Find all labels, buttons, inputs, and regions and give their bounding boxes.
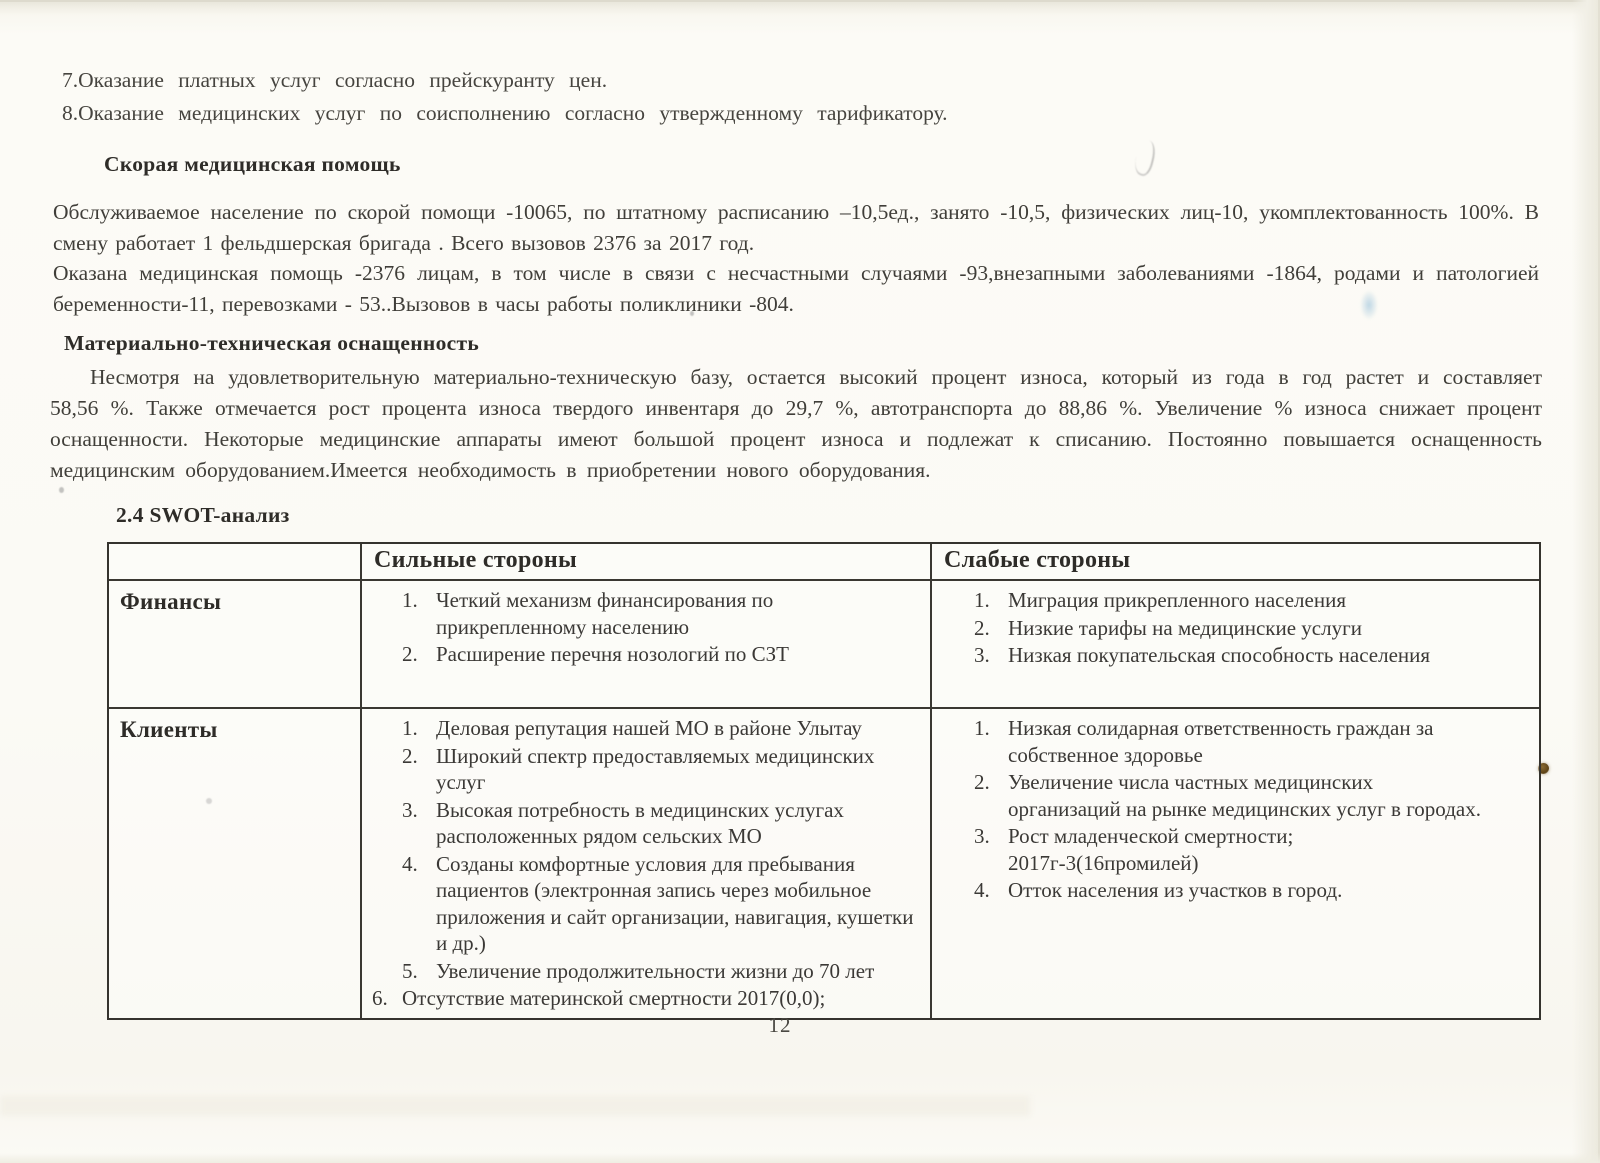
scan-edge-top [0, 0, 1600, 15]
list-item: Низкая солидарная ответственность граждан за собственное здоровье [1008, 716, 1434, 767]
pen-mark-artifact [1132, 138, 1158, 177]
swot-table [107, 542, 1541, 1020]
list-item: Созданы комфортные условия для пребывания пациентов (электронная запись через мобильное приложения и сайт организации, навигация, кушетки и др.) [436, 851, 914, 955]
swot-finance-weaknesses-cell [932, 581, 1539, 709]
column-header-label: Слабые стороны [944, 547, 1131, 573]
paragraph-emergency-care [53, 197, 1539, 319]
swot-header-weaknesses [932, 544, 1539, 581]
list-item: Отток населения из участков в город. [1008, 878, 1343, 902]
list-item: 8.Оказание медицинских услуг по соисполнению согласно утвержденному тарификатору. [62, 101, 948, 125]
paragraph-material-equipment [50, 362, 1542, 486]
section-heading-emergency-care: Скорая медицинская помощь [104, 152, 401, 176]
list-item: Увеличение продолжительности жизни до 70 лет [436, 958, 875, 983]
section-heading-swot: 2.4 SWOT-анализ [116, 503, 290, 527]
list-item: Рост младенческой смертности; 2017г-3(16промилей) [1008, 824, 1294, 875]
paragraph-text: Оказана медицинская помощь -2376 лицам, в том числе в связи с несчастными случаями -93,внезапными заболеваниями -1864, родами и патологией беременности-11, перевозками - 53..Вызовов в часы работы поликлиники -804. [53, 261, 1539, 316]
swot-clients-weaknesses-cell [932, 709, 1539, 1018]
swot-row-finance-category: Финансы [109, 581, 362, 709]
scan-edge-right [1572, 0, 1600, 1163]
list-item: Расширение перечня нозологий по СЗТ [436, 642, 789, 666]
paragraph-text: Обслуживаемое население по скорой помощи -10065, по штатному расписанию –10,5ед., занято -10,5, физических лиц-10, укомплектованность 100%. В смену работает 1 фельдшерская бригада . Всего вызовов 2376 за 2017 год. [53, 200, 1539, 255]
list-item: Четкий механизм финансирования по прикрепленному населению [436, 588, 774, 639]
strengths-list [362, 715, 930, 1012]
swot-header-strengths [362, 544, 932, 581]
scan-edge-bottom [0, 1153, 1600, 1163]
scan-speck [59, 487, 64, 493]
numbered-list-services [62, 64, 1072, 130]
list-item: Деловая репутация нашей МО в районе Улытау [436, 716, 862, 740]
swot-clients-strengths-cell [362, 709, 932, 1018]
swot-header-empty [109, 544, 362, 581]
list-item: Низкие тарифы на медицинские услуги [1008, 615, 1362, 640]
strengths-list [362, 587, 930, 668]
swot-finance-strengths-cell [362, 581, 932, 709]
list-item: Высокая потребность в медицинских услугах расположенных рядом сельских МО [436, 797, 844, 848]
paragraph-text: Несмотря на удовлетворительную материально-техническую базу, остается высокий процент износа, который из года в год растет и составляет 58,56 %. Также отмечается рост процента износа твердого инвентаря до 29,7 %, автотранспорта до 88,86 %. Увеличение % износа снижает процент оснащенности. Некоторые медицинские аппараты имеют большой процент износа и подлежат к списанию. Постоянно повышается оснащенность медицинским оборудованием.Имеется необходимость в приобретении нового оборудования. [50, 365, 1542, 482]
list-item: Широкий спектр предоставляемых медицинских услуг [436, 743, 875, 794]
section-heading-material-equipment: Материально-техническая оснащенность [64, 331, 480, 355]
list-item: 7.Оказание платных услуг согласно прейскуранту цен. [62, 68, 608, 92]
list-item: Отсутствие материнской смертности 2017(0,0); [402, 986, 826, 1010]
column-header-label: Сильные стороны [374, 547, 578, 573]
page-number: 12 [768, 1013, 792, 1037]
list-item: Миграция прикрепленного населения [1008, 588, 1346, 612]
list-item: Увеличение числа частных медицинских организаций на рынке медицинских услуг в городах. [1008, 770, 1481, 821]
weaknesses-list [932, 587, 1539, 669]
scan-shading-band [0, 1096, 1030, 1116]
weaknesses-list [932, 715, 1539, 904]
list-item: Низкая покупательская способность населения [1008, 643, 1431, 667]
swot-row-clients-category: Клиенты [109, 709, 362, 1018]
